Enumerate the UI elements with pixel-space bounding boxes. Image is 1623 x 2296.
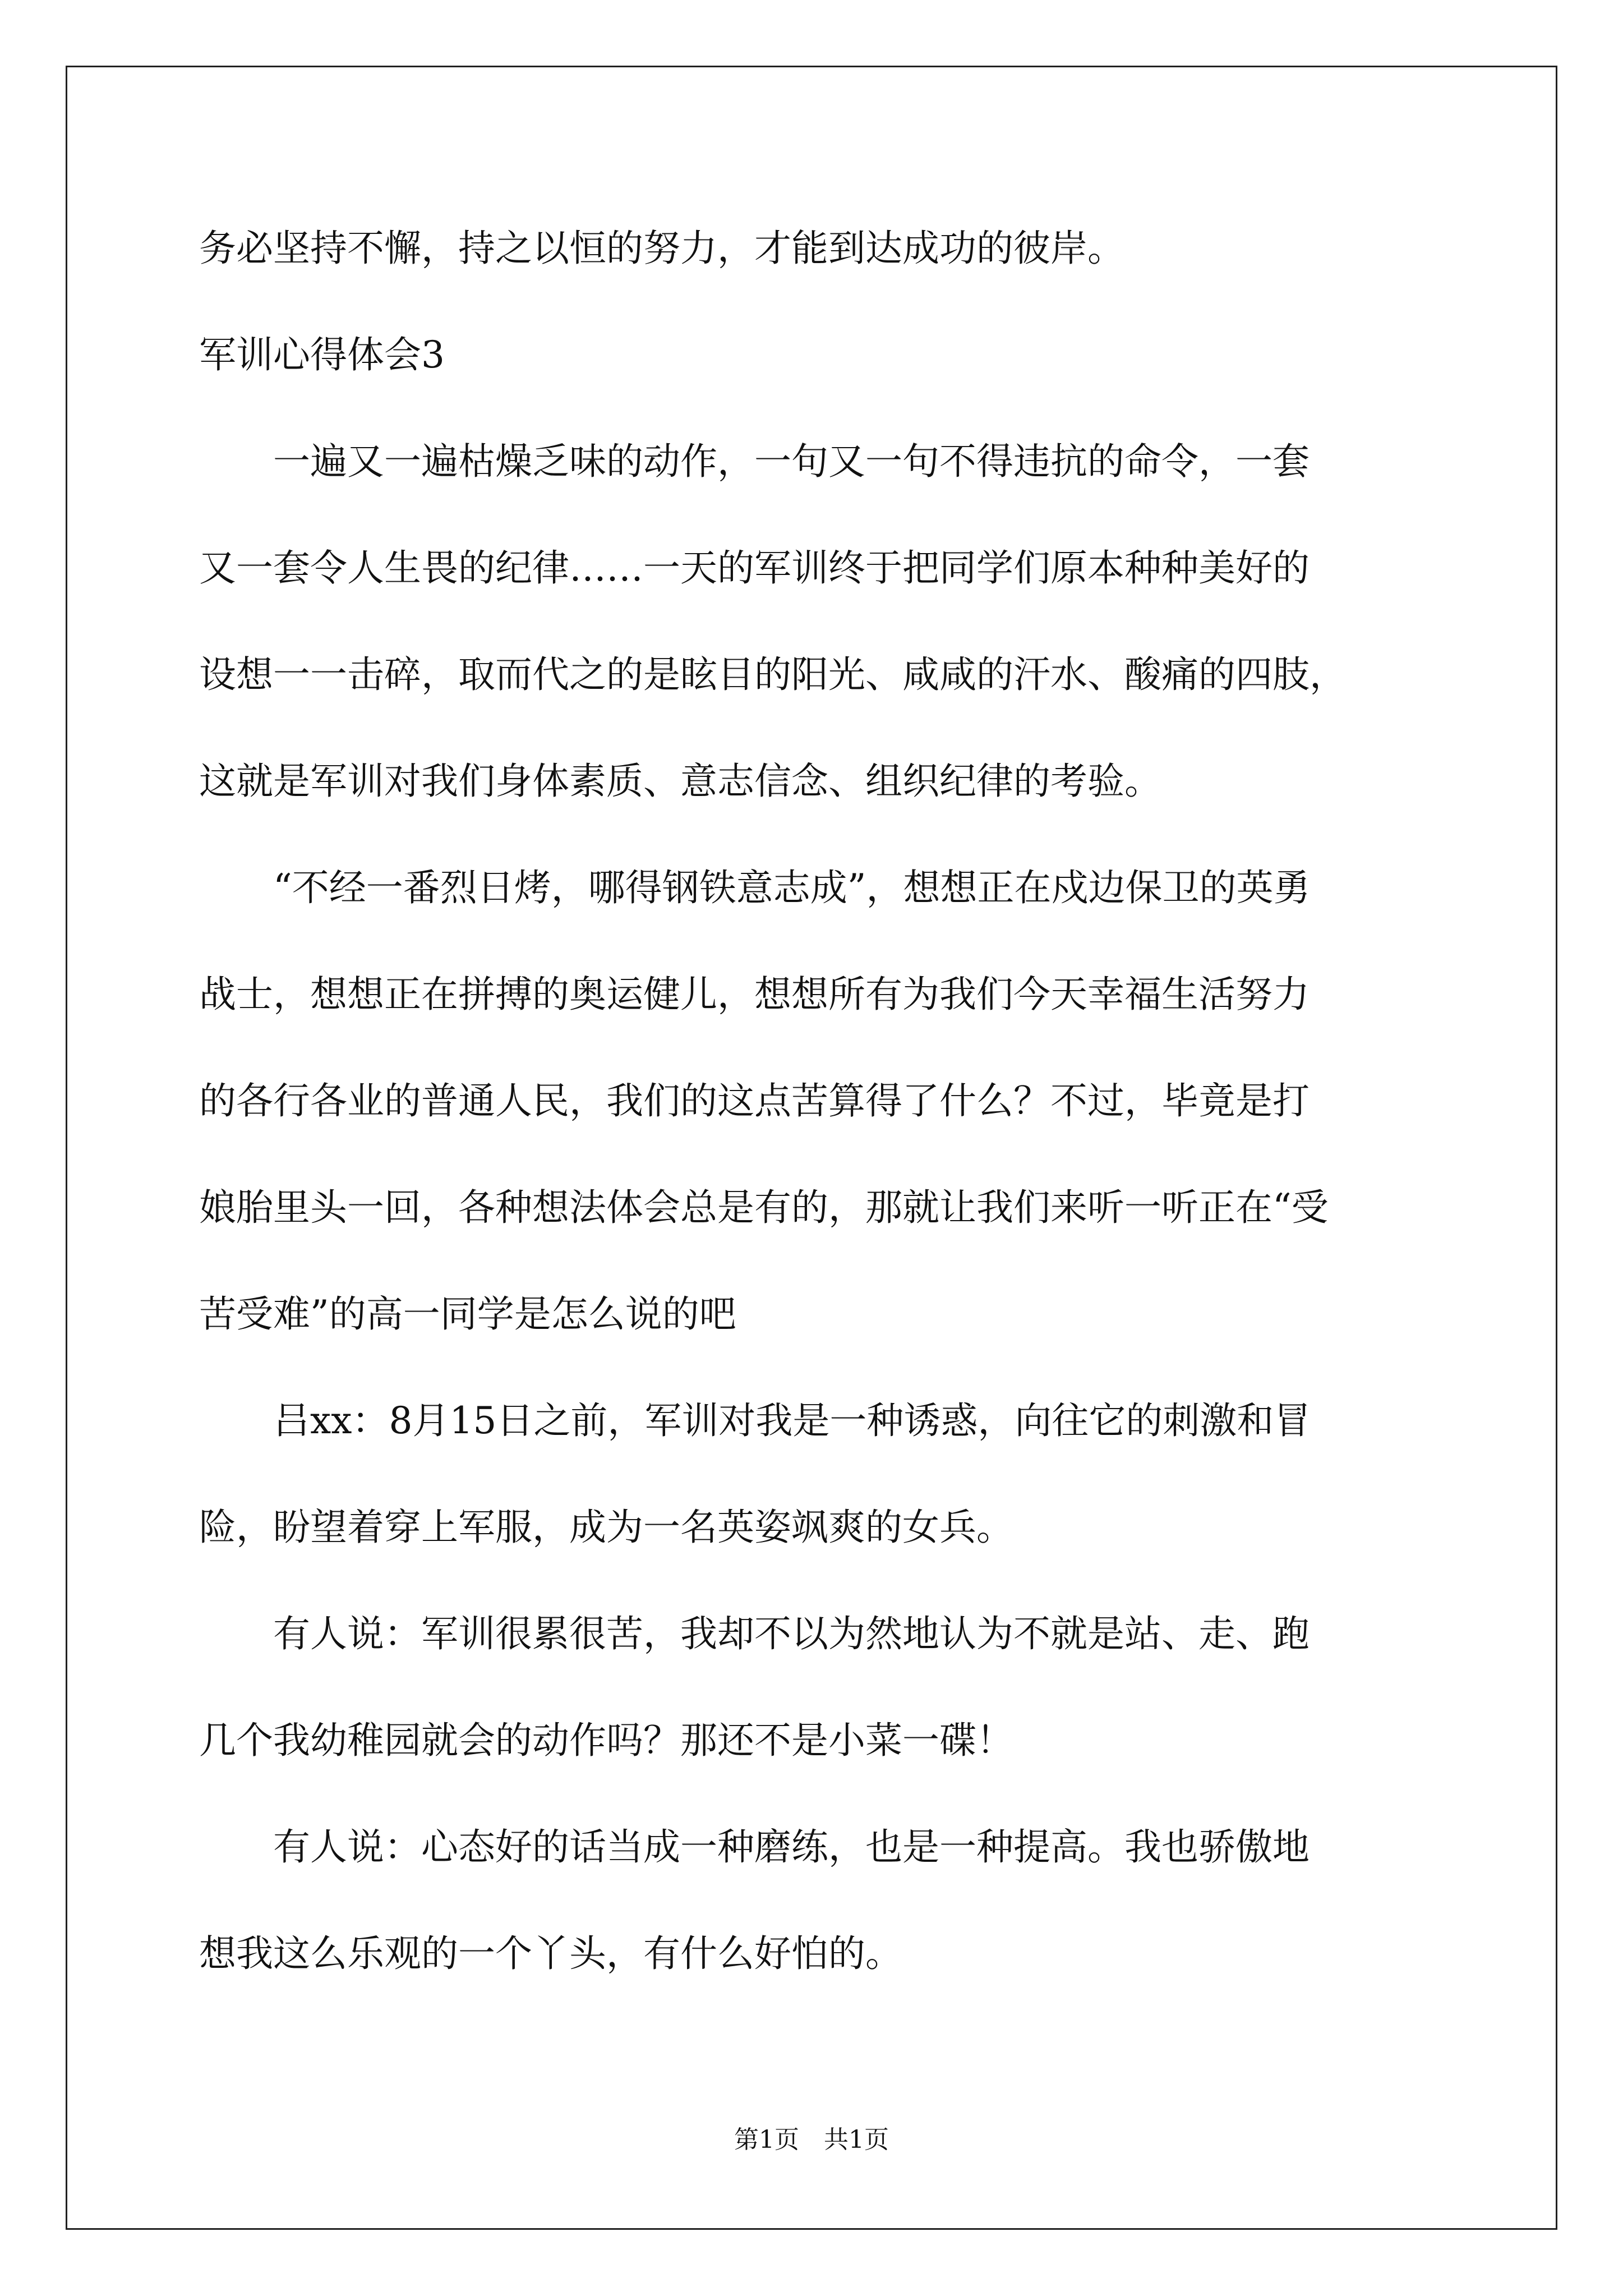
section-heading: 军训心得体会3 <box>199 333 445 376</box>
text-line: 有人说：心态好的话当成一种磨练，也是一种提高。我也骄傲地 <box>273 1825 1310 1869</box>
document-body <box>199 222 1438 1981</box>
text-line: 一遍又一遍枯燥乏味的动作，一句又一句不得违抗的命令，一套 <box>273 440 1310 483</box>
text-line: 娘胎里头一回，各种想法体会总是有的，那就让我们来听一听正在“受 <box>199 1186 1329 1229</box>
text-line: 有人说：军训很累很苦，我却不以为然地认为不就是站、走、跑 <box>273 1612 1310 1655</box>
text-line: 吕xx：8月15日之前，军训对我是一种诱惑，向往它的刺激和冒 <box>273 1399 1311 1442</box>
text-line: 务必坚持不懈，持之以恒的努力，才能到达成功的彼岸。 <box>199 227 1124 270</box>
page-footer: 第1页 共1页 <box>734 2125 889 2154</box>
text-line: 险，盼望着穿上军服，成为一名英姿飒爽的女兵。 <box>199 1506 1013 1549</box>
text-line: 苦受难”的高一同学是怎么说的吧 <box>199 1292 736 1336</box>
text-line: 战士，想想正在拼搏的奥运健儿，想想所有为我们今天幸福生活努力 <box>199 973 1310 1016</box>
text-line: 又一套令人生畏的纪律……一天的军训终于把同学们原本种种美好的 <box>199 546 1310 590</box>
text-line: 想我这么乐观的一个丫头，有什么好怕的。 <box>199 1932 902 1975</box>
text-line: “不经一番烈日烤，哪得钢铁意志成”，想想正在戍边保卫的英勇 <box>273 866 1311 909</box>
text-line: 的各行各业的普通人民，我们的这点苦算得了什么？不过，毕竟是打 <box>199 1079 1310 1122</box>
text-line: 几个我幼稚园就会的动作吗？那还不是小菜一碟！ <box>199 1719 1013 1762</box>
text-line: 这就是军训对我们身体素质、意志信念、组织纪律的考验。 <box>199 760 1161 803</box>
text-line: 设想一一击碎，取而代之的是眩目的阳光、咸咸的汗水、酸痛的四肢， <box>199 653 1347 696</box>
